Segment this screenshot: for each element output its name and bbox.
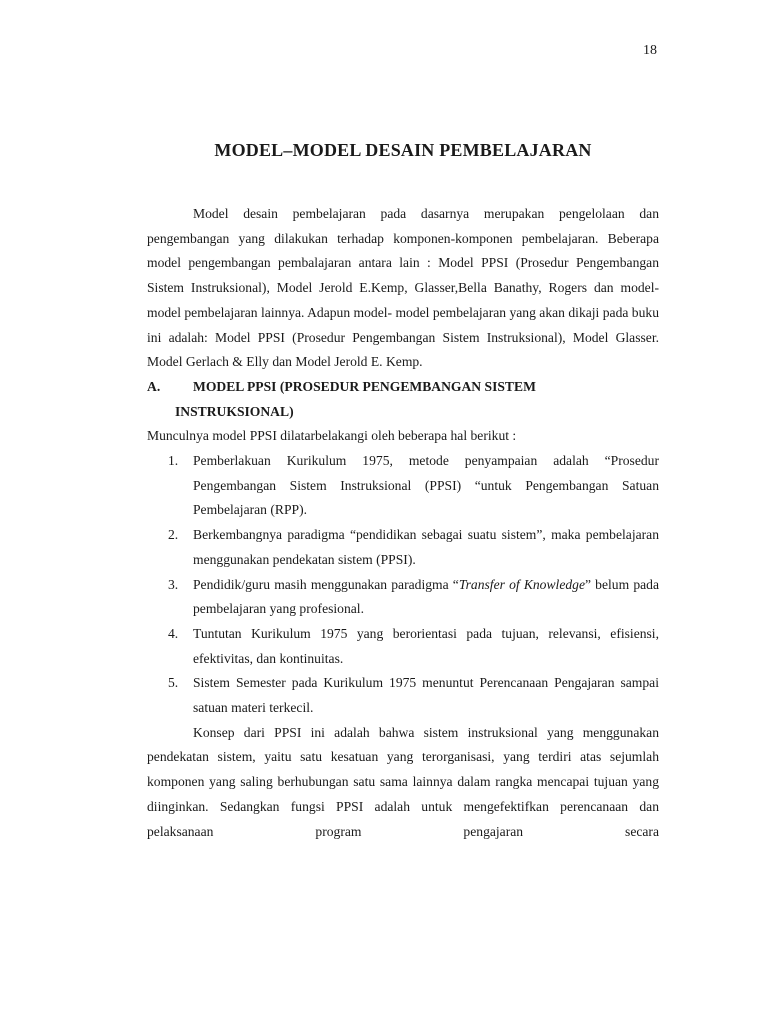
section-letter: A. [147, 378, 161, 394]
intro-paragraph: Model desain pembelajaran pada dasarnya merupakan pengelolaan dan pengembangan yang dilakukan terhadap komponen-komponen pembelajaran. Beberapa model pengembangan pembalajaran antara lain : Model PPSI (Prosedur Pengembangan Sistem Instruksional), Model Jerold E.Kemp, Glasser,Bella Banathy, Rogers dan model- model pembelajaran lainnya. Adapun model- model pembelajaran yang akan dikaji pada buku ini adalah: Model PPSI (Prosedur Pengembangan Sistem Instruksional), Model Glasser. Model Gerlach & Elly dan Model Jerold E. Kemp. [147, 206, 659, 370]
list-item-text-after: ” belum pada pembelajaran yang profesional. [193, 576, 659, 617]
list-item-number: 4. [168, 625, 179, 641]
list-item-text: Sistem Semester pada Kurikulum 1975 menuntut Perencanaan Pengajaran sampai satuan materi terkecil. [193, 675, 659, 716]
section-heading-line2: INSTRUKSIONAL) [175, 403, 294, 419]
list-intro: Munculnya model PPSI dilatarbelakangi oleh beberapa hal berikut : [147, 428, 517, 444]
list-item-number: 5. [168, 675, 179, 691]
list-item-text: Tuntutan Kurikulum 1975 yang berorientasi pada tujuan, relevansi, efisiensi, efektivitas, dan kontinuitas. [193, 625, 659, 666]
page-number: 18 [643, 43, 657, 58]
list-item-text-before: Pendidik/guru masih menggunakan paradigma “ [193, 576, 459, 592]
body-text [147, 202, 659, 844]
list-item-number: 3. [168, 576, 179, 592]
concept-paragraph: Konsep dari PPSI ini adalah bahwa sistem instruksional yang menggunakan pendekatan sistem, yaitu satu kesatuan yang terorganisasi, yang terdiri atas sejumlah komponen yang saling berhubungan satu sama lainnya dalam rangka mencapai tujuan yang diinginkan. Sedangkan fungsi PPSI adalah untuk mengefektifkan perencanaan dan pelaksanaan program pengajaran secara [147, 724, 659, 839]
section-a-heading [147, 375, 659, 424]
background-list [147, 449, 659, 721]
page-title: MODEL–MODEL DESAIN PEMBELAJARAN [214, 140, 592, 160]
list-item-text-italic: Transfer of Knowledge [458, 576, 585, 592]
list-item [147, 671, 659, 720]
list-item-number: 1. [168, 453, 179, 469]
list-item-number: 2. [168, 527, 179, 543]
list-item [147, 622, 659, 671]
list-item-text: Pemberlakuan Kurikulum 1975, metode penyampaian adalah “Prosedur Pengembangan Sistem Instruksional (PPSI) “untuk Pengembangan Satuan Pembelajaran (RPP). [193, 453, 659, 518]
section-heading-line1: MODEL PPSI (PROSEDUR PENGEMBANGAN SISTEM [193, 378, 536, 394]
list-item [147, 523, 659, 572]
list-item-text: Berkembangnya paradigma “pendidikan sebagai suatu sistem”, maka pembelajaran menggunakan pendekatan sistem (PPSI). [193, 527, 659, 567]
list-item [147, 449, 659, 523]
list-item [147, 573, 659, 622]
